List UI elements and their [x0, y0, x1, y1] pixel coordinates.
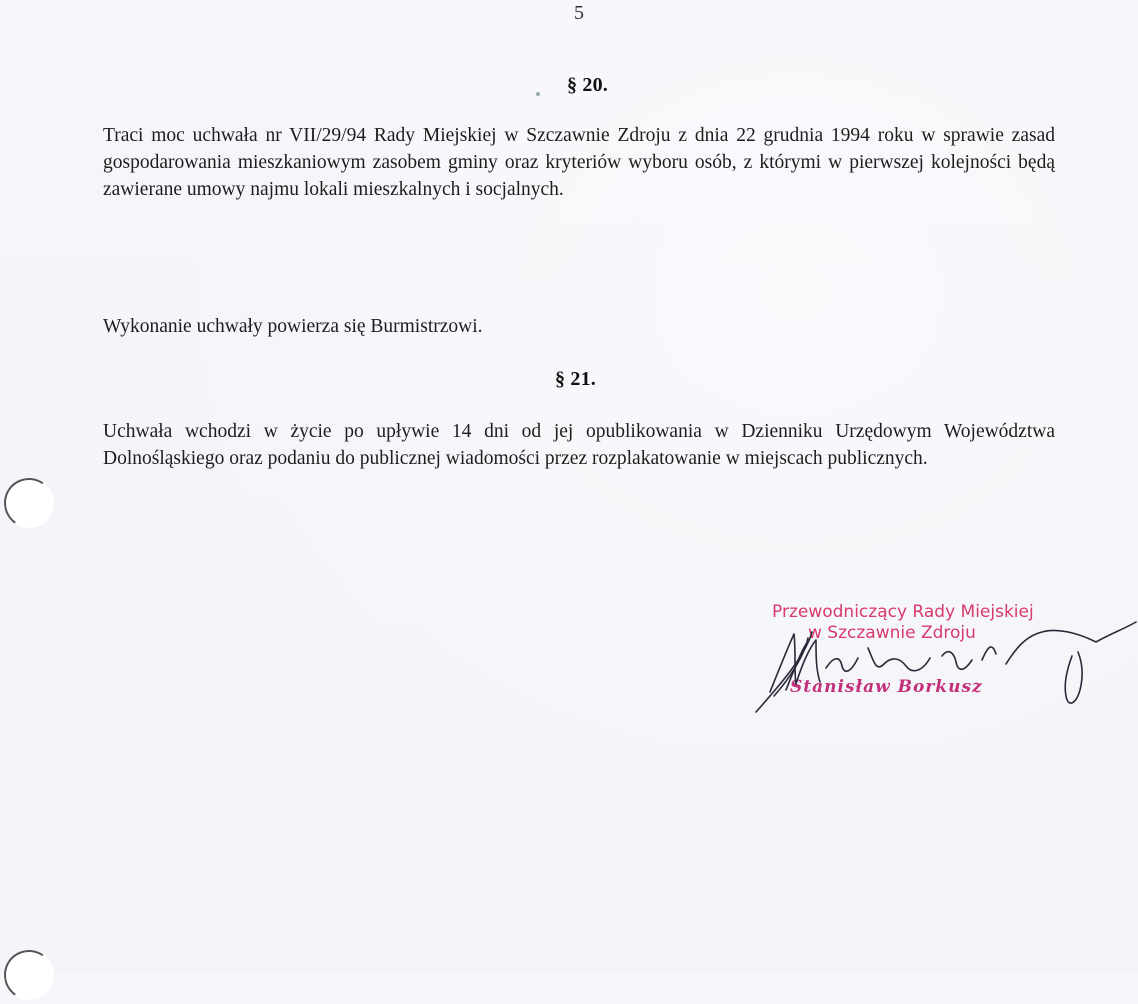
- stamp-title-line1: Przewodniczący Rady Miejskiej: [772, 602, 1034, 622]
- paragraph-entry-into-force: Uchwała wchodzi w życie po upływie 14 dni od jej opublikowania w Dzienniku Urzędowym Województwa Dolnośląskiego oraz podaniu do publicznej wiadomości przez rozplakatowanie w miejscach publicznych.: [103, 421, 1055, 469]
- punch-hole-bottom: [0, 946, 58, 1004]
- punch-hole-top: [0, 474, 58, 532]
- paragraph-repeal: Traci moc uchwała nr VII/29/94 Rady Miejskiej w Szczawnie Zdroju z dnia 22 grudnia 1994 roku w sprawie zasad gospodarowania mieszkaniowym zasobem gminy oraz kryteriów wyboru osób, z którymi w pierwszej kolejności będą zawierane umowy najmu lokali mieszkalnych i socjalnych.: [103, 125, 1055, 200]
- paragraph-execution: Wykonanie uchwały powierza się Burmistrzowi.: [103, 316, 483, 337]
- scan-speck: [536, 92, 540, 96]
- stamp-title-line2: w Szczawnie Zdroju: [808, 623, 976, 643]
- page-number: 5: [574, 2, 584, 24]
- section-heading-20: § 20.: [567, 74, 608, 96]
- section-heading-21: § 21.: [555, 368, 596, 390]
- handwritten-signature-icon: [750, 612, 1138, 722]
- stamp-signatory-name: Stanisław Borkusz: [790, 677, 983, 697]
